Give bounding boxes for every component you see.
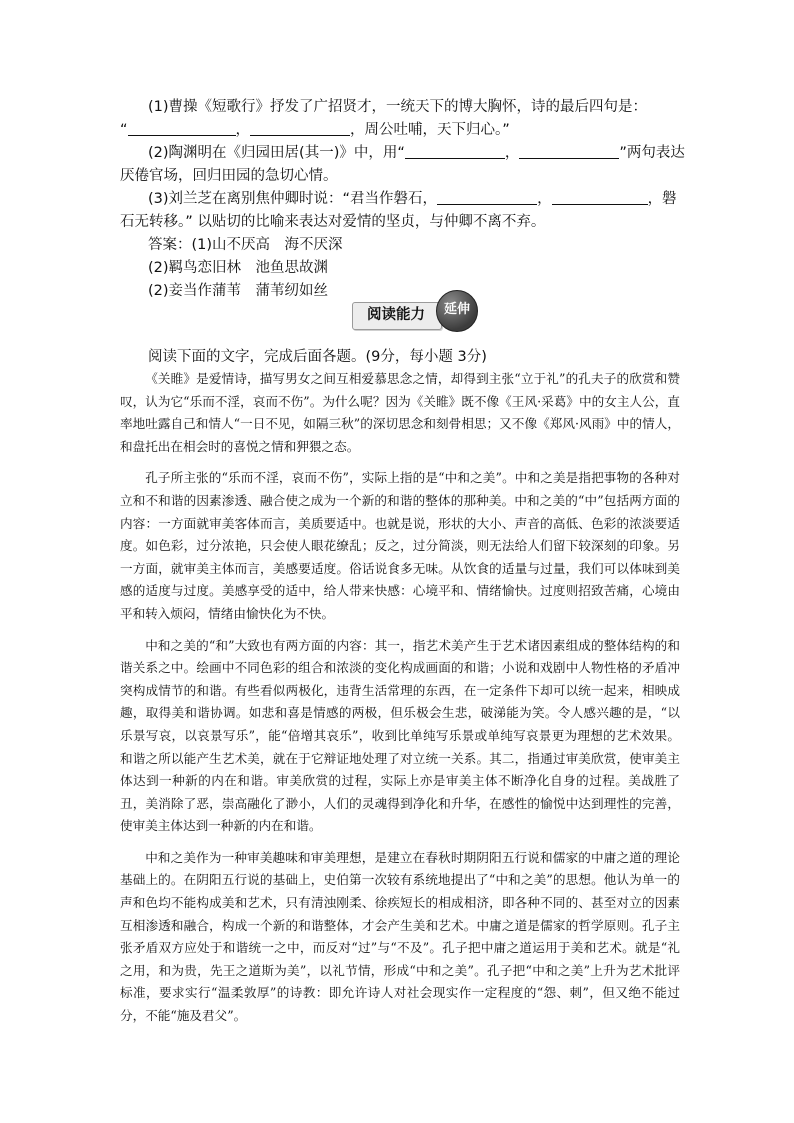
answer-2-text: (2)羁鸟恋旧林 池鱼思故渊 xyxy=(148,260,329,276)
section-badge: 延伸 xyxy=(443,302,470,317)
answer-blank-3b[interactable] xyxy=(552,190,648,205)
passage-paragraph-1: 《关睢》是爱情诗，描写男女之间互相爱慕思念之情，却得到主张“立于礼”的孔夫子的欣赏和赞叹，认为它“乐而不淫，哀而不伤”。为什么呢？因为《关睢》既不像《王风·采葛》中的女主人公，直率地吐露自己和情人“一日不见，如隔三秋”的深切思念和刻骨相思；又不像《郑风·风雨》中的情人，和盘托出在相会时的喜悦之情和狎猥之态。 xyxy=(120,371,680,454)
question-1 xyxy=(120,96,680,119)
question-1-tail: ，周公吐哺，天下归心。” xyxy=(350,122,510,138)
question-3-text: (3)刘兰芝在离别焦仲卿时说：“君当作磐石， xyxy=(148,191,438,207)
answer-blank-3a[interactable] xyxy=(437,190,537,205)
question-1-blanks xyxy=(120,119,680,142)
answer-blank-1b[interactable] xyxy=(250,121,350,136)
question-3-tail: ，磐 xyxy=(647,191,677,207)
answer-blank-1a[interactable] xyxy=(128,121,236,136)
passage-paragraph-3: 中和之美的“和”大致也有两方面的内容：其一，指艺术美产生于艺术诸因素组成的整体结构的和谐关系之中。绘画中不同色彩的组合和浓淡的变化构成画面的和谐；小说和戏剧中人物性格的矛盾冲突构成情节的和谐。有些看似两极化，违背生活常理的东西，在一定条件下却可以统一起来，相映成趣，取得美和谐协调。如悲和喜是情感的两极，但乐极会生悲，破涕能为笑。令人感兴趣的是，“以乐景写哀，以哀景写乐”，能“倍增其哀乐”，收到比单纯写乐景或单纯写哀景更为理想的艺术效果。和谐之所以能产生艺术美，就在于它辩证地处理了对立统一关系。其二，指通过审美欣赏，使审美主体达到一种新的内在和谐。审美欣赏的过程，实际上亦是审美主体不断净化自身的过程。美战胜了丑，美消除了恶，崇高融化了渺小，人们的灵魂得到净化和升华，在感性的愉悦中达到理性的完善，使审美主体达到一种新的内在和谐。 xyxy=(120,637,680,834)
question-2-line-2: 厌倦官场，回归田园的急切心情。 xyxy=(120,168,338,184)
question-2 xyxy=(120,142,685,165)
open-quote: “ xyxy=(120,122,128,138)
question-2-tail: ”两句表达 xyxy=(619,145,685,161)
answer-label: 答案： xyxy=(148,237,192,253)
section-banner xyxy=(352,290,482,334)
answer-blank-2b[interactable] xyxy=(519,144,619,159)
section-title: 阅读能力 xyxy=(367,307,425,323)
comma: ， xyxy=(537,191,552,207)
question-1-text: (1)曹操《短歌行》抒发了广招贤才，一统天下的博大胸怀，诗的最后四句是： xyxy=(148,99,648,115)
comma: ， xyxy=(504,145,520,161)
question-3 xyxy=(120,188,680,211)
passage-paragraph-2: 孔子所主张的“乐而不淫，哀而不伤”，实际上指的是“中和之美”。中和之美是指把事物的各种对立和不和谐的因素渗透、融合使之成为一个新的和谐的整体的那种美。中和之美的“中”包括两方面的内容：一方面就审美客体而言，美质要适中。也就是说，形状的大小、声音的高低、色彩的浓淡要适度。如色彩，过分浓艳，只会使人眼花缭乱；反之，过分简淡，则无法给人们留下较深刻的印象。另一方面，就审美主体而言，美感要适度。俗话说食多无味。从饮食的适量与过量，我们可以体味到美感的适度与过度。美感享受的适中，给人带来快感：心境平和、情绪愉快。过度则招致苦痛，心境由平和转入烦闷，情绪由愉快化为不快。 xyxy=(120,470,680,621)
comma: ， xyxy=(235,122,251,138)
answer-3-text: (2)妾当作蒲苇 蒲苇纫如丝 xyxy=(148,283,329,299)
fill-in-questions xyxy=(120,96,685,303)
answer-2 xyxy=(120,257,680,280)
question-3-line-2: 石无转移。” 以贴切的比喻来表达对爱情的坚贞，与仲卿不离不弃。 xyxy=(120,214,546,230)
answer-1: (1)山不厌高 海不厌深 xyxy=(191,237,343,253)
reading-instruction: 阅读下面的文字，完成后面各题。(9分，每小题 3分) xyxy=(148,349,487,365)
reading-passage xyxy=(120,368,680,1028)
passage-paragraph-4: 中和之美作为一种审美趣味和审美理想，是建立在春秋时期阴阳五行说和儒家的中庸之道的理论基础上的。在阴阳五行说的基础上，史伯第一次较有系统地提出了“中和之美”的思想。他认为单一的声和色均不能构成美和艺术，只有清浊刚柔、徐疾短长的相成相济，即各种不同的、甚至对立的因素互相渗透和融合，构成一个新的和谐整体，才会产生美和艺术。中庸之道是儒家的哲学原则。孔子主张矛盾双方应处于和谐统一之中，而反对“过”与“不及”。孔子把中庸之道运用于美和艺术。就是“礼之用，和为贵，先王之道斯为美”，以礼节情，形成“中和之美”。孔子把“中和之美”上升为艺术批评标准，要求实行“温柔敦厚”的诗教：即允许诗人对社会现实作一定程度的“怨、刺”，但又绝不能过分，不能“施及君父”。 xyxy=(120,849,680,1024)
question-2-text: (2)陶渊明在《归园田居(其一)》中，用“ xyxy=(148,145,405,161)
answer-block xyxy=(120,234,680,257)
answer-blank-2a[interactable] xyxy=(405,144,505,159)
